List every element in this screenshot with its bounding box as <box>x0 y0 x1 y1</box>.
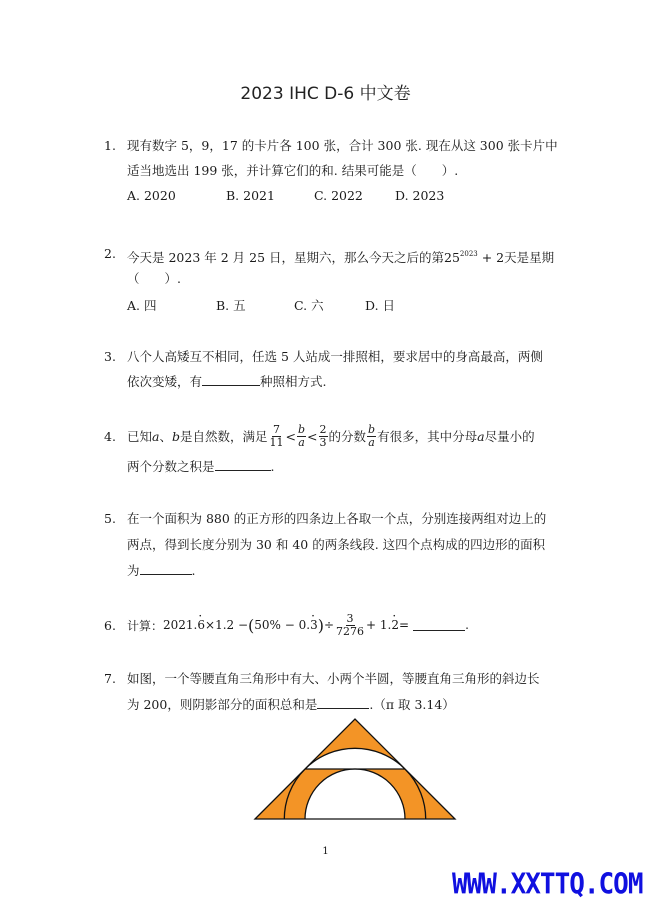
q3-text-a: 依次变矮，有 <box>127 374 203 389</box>
q7-answer-blank[interactable] <box>317 697 369 709</box>
q1-number: 1. <box>104 138 116 153</box>
q7-line1: 如图，一个等腰直角三角形中有大、小两个半圆，等腰直角三角形的斜边长 <box>127 671 540 686</box>
q3-number: 3. <box>104 349 116 364</box>
q6-open-paren: ( <box>248 615 255 635</box>
q6-p4: 50% − 0. <box>254 618 311 632</box>
q1-line2: 适当地选出 199 张，并计算它们的和. 结果可能是（ ）. <box>127 163 459 178</box>
q2-exponent: 2023 <box>459 250 478 258</box>
q4-text-d: 的分数 <box>328 429 367 444</box>
q4-var-b: b <box>171 428 180 444</box>
watermark-url: WWW.XXTTQ.COM <box>452 868 643 901</box>
q6-numerator: 3 <box>346 611 354 625</box>
q6-fraction <box>335 613 365 638</box>
q4-less-than-2: < <box>307 428 318 444</box>
q6-expression <box>127 606 469 644</box>
q7-line2 <box>127 697 455 713</box>
q6-p4-repeating: · 3 <box>310 618 318 632</box>
q4-number: 4. <box>104 429 116 444</box>
q7-line2-text: 为 200，则阴影部分的面积总和是 <box>127 697 318 712</box>
q4-text-c: 是自然数，满足 <box>180 429 268 444</box>
q2-option-d: D. 日 <box>365 298 396 313</box>
q4-var-a: a <box>152 428 160 444</box>
q5-answer-blank[interactable] <box>140 563 192 575</box>
q6-answer-blank[interactable] <box>413 619 465 631</box>
q4-text-f: 尽量小的 <box>484 429 535 444</box>
q6-p7: + 1. <box>366 618 392 632</box>
q4-fraction-b-a-2 <box>367 424 376 449</box>
q4-f3-denominator: 3 <box>319 435 327 449</box>
q4-fraction-b-a <box>297 424 306 449</box>
q4-f3-numerator: 2 <box>319 422 327 436</box>
q4-answer-blank[interactable] <box>215 459 271 471</box>
q2-text-a: 今天是 2023 年 2 月 25 日，星期六，那么今天之后的第 <box>127 250 445 265</box>
q5-line3 <box>127 563 196 579</box>
q2-line1 <box>127 246 554 266</box>
q4-line2-text: 两个分数之积是 <box>127 459 215 474</box>
page-number: 1 <box>322 846 329 857</box>
q1-line1: 现有数字 5，9，17 的卡片各 100 张，合计 300 张. 现在从这 300 张卡片中 <box>127 138 558 153</box>
q6-denominator: 7276 <box>336 624 365 638</box>
q6-p1: 2021. <box>163 618 198 632</box>
q4-f2-denominator: a <box>298 435 305 449</box>
q6-p1-repeating: · 6 <box>197 618 205 632</box>
q6-equals: = <box>399 618 410 632</box>
q2-text-b: 天是星期 <box>504 250 555 265</box>
q1-option-b: B. 2021 <box>226 188 275 203</box>
q6-p7-repeating: · 2 <box>391 618 399 632</box>
q1-option-d: D. 2023 <box>395 188 445 203</box>
q2-option-b: B. 五 <box>216 298 246 313</box>
q6-close-paren: ) <box>317 615 324 635</box>
q4-fraction-7-11 <box>269 424 285 449</box>
q6-divide: ÷ <box>323 618 335 632</box>
q4-f2-numerator: b <box>298 422 306 436</box>
q4-f1-numerator: 7 <box>273 422 281 436</box>
q5-line1: 在一个面积为 880 的正方形的四条边上各取一个点，分别连接两组对边上的 <box>127 511 547 526</box>
q1-option-c: C. 2022 <box>314 188 363 203</box>
q4-text-b: 、 <box>159 429 172 444</box>
q4-f1-denominator: 11 <box>269 435 284 449</box>
q4-text-a: 已知 <box>127 429 153 444</box>
q2-power <box>444 250 478 265</box>
q2-option-c: C. 六 <box>294 298 324 313</box>
q4-line2 <box>127 459 275 475</box>
q4-f4-numerator: b <box>368 422 376 436</box>
q4-less-than-1: < <box>285 428 296 444</box>
q1-option-a: A. 2020 <box>127 188 176 203</box>
q4-line1 <box>127 418 535 454</box>
q3-line1: 八个人高矮互不相同，任选 5 人站成一排照相，要求居中的身高最高，两侧 <box>127 349 543 364</box>
q4-f4-denominator: a <box>368 435 375 449</box>
q3-line2 <box>127 374 327 390</box>
q4-text-e: 有很多，其中分母 <box>377 429 478 444</box>
q6-number: 6. <box>104 618 116 633</box>
q3-text-b: 种照相方式. <box>260 374 327 389</box>
q6-term-1 <box>163 618 205 632</box>
page-title: 2023 IHC D-6 中文卷 <box>240 84 411 104</box>
q2-number: 2. <box>104 246 116 261</box>
q4-line2-end: . <box>270 459 275 474</box>
q4-var-c: a <box>477 428 485 444</box>
q2-plus: + 2 <box>481 250 505 265</box>
q5-line2: 两点，得到长度分别为 30 和 40 的两条线段. 这四个点构成的四边形的面积 <box>127 537 546 552</box>
q5-line3-end: . <box>191 563 196 578</box>
q6-end: . <box>465 618 469 632</box>
q6-term-3 <box>366 618 399 632</box>
q3-answer-blank[interactable] <box>202 374 260 386</box>
q6-term-2 <box>254 618 317 632</box>
q2-line2: （ ）. <box>127 271 181 286</box>
q2-option-a: A. 四 <box>127 298 157 313</box>
q5-number: 5. <box>104 511 116 526</box>
q7-number: 7. <box>104 671 116 686</box>
q6-times: ×1.2 − <box>205 618 249 632</box>
q2-base: 25 <box>444 250 460 265</box>
triangle-semicircle-figure <box>250 712 460 824</box>
q5-line3-text: 为 <box>127 563 140 578</box>
q4-fraction-2-3 <box>319 424 328 449</box>
q7-line2-end: .（π 取 3.14） <box>369 697 455 712</box>
q6-label: 计算： <box>127 618 164 633</box>
